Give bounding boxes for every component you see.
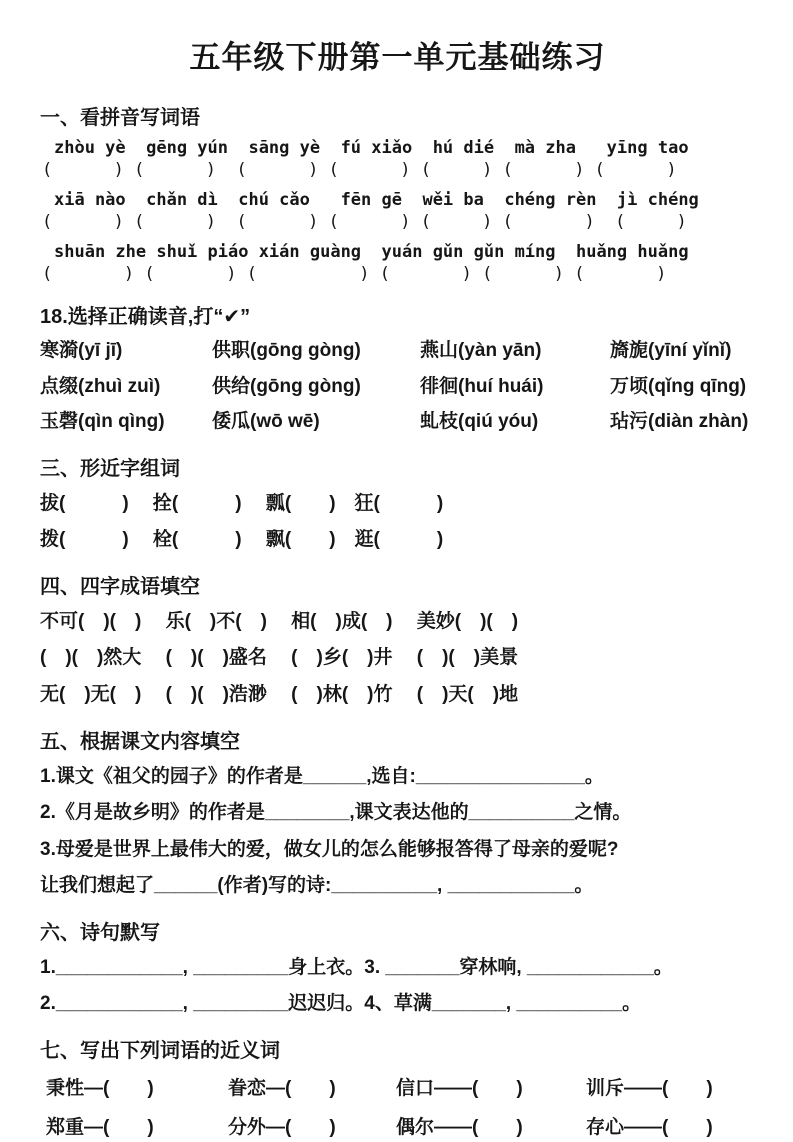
word-pronunciation: 燕山(yàn yān) xyxy=(420,340,542,361)
pronunciation-row xyxy=(40,374,755,401)
answer-blanks-row-1: ( ) ( ) ( ) ( ) ( ) ( ) ( ) xyxy=(42,160,677,180)
synonym-pair: 信口——( ) xyxy=(396,1077,523,1099)
synonym-row xyxy=(40,1115,755,1142)
word-pronunciation: 供给(gōng gòng) xyxy=(212,375,361,397)
idiom-row-1: 不可( )( ) 乐( )不( ) 相( )成( ) 美妙( )( ) xyxy=(40,610,519,632)
section-2-heading: 18.选择正确读音,打“✔” xyxy=(40,306,251,328)
pronunciation-row xyxy=(40,338,755,365)
section-7-heading: 七、写出下列词语的近义词 xyxy=(40,1039,280,1062)
section-synonyms xyxy=(40,1034,755,1142)
word-pronunciation: 旖旎(yīní yǐnǐ) xyxy=(610,340,732,361)
answer-blanks-row-3: ( ) ( ) ( ) ( ) ( ) ( ) xyxy=(42,264,667,284)
pinyin-row-1: zhòu yè gēng yún sāng yè fú xiǎo hú dié mà zha yīng tao xyxy=(54,138,689,158)
poem-line-2: 2.____________, _________迟迟归。4、草满_______, __________。 xyxy=(40,993,642,1015)
synonym-pair: 郑重—( ) xyxy=(46,1117,154,1139)
section-choose-pronunciation xyxy=(40,300,755,436)
answer-blanks-row-2: ( ) ( ) ( ) ( ) ( ) ( ) ( ) xyxy=(42,212,687,232)
word-pronunciation: 虬枝(qiú yóu) xyxy=(420,411,539,433)
idiom-row-2: ( )( )然大 ( )( )盛名 ( )乡( )井 ( )( )美景 xyxy=(40,647,519,669)
pinyin-row-3: shuān zhe shuǐ piáo xián guàng yuán gǔn gǔn míng huǎng huǎng xyxy=(54,242,689,262)
content-fill-line-4: 让我们想起了______(作者)写的诗:__________, ____________。 xyxy=(40,875,594,897)
section-1-heading: 一、看拼音写词语 xyxy=(40,107,200,129)
synonym-pair: 秉性—( ) xyxy=(46,1077,154,1099)
word-pronunciation: 玉磬(qìn qìng) xyxy=(40,411,165,433)
section-poem-recitation xyxy=(40,916,755,1018)
synonym-pair: 偶尔——( ) xyxy=(396,1117,523,1139)
synonym-pair: 训斥——( ) xyxy=(586,1077,713,1099)
similar-char-row-2: 拨( ) 栓( ) 飘( ) 逛( ) xyxy=(40,529,444,551)
section-6-heading: 六、诗句默写 xyxy=(40,921,160,944)
poem-line-1: 1.____________, _________身上衣。3. _______穿林响, ____________。 xyxy=(40,956,673,978)
synonym-row xyxy=(40,1076,755,1103)
word-pronunciation: 寒漪(yī jī) xyxy=(40,340,123,361)
content-fill-line-1: 1.课文《祖父的园子》的作者是______,选自:________________。 xyxy=(40,765,604,787)
section-4-heading: 四、四字成语填空 xyxy=(40,575,200,598)
page-title: 五年级下册第一单元基础练习 xyxy=(189,40,606,75)
word-pronunciation: 供职(gōng gòng) xyxy=(212,340,361,361)
word-pronunciation: 点缀(zhuì zuì) xyxy=(40,375,161,397)
section-idiom-fill xyxy=(40,570,755,709)
content-fill-line-3: 3.母爱是世界上最伟大的爱，做女儿的怎么能够报答得了母亲的爱呢? xyxy=(40,838,619,860)
word-pronunciation: 万顷(qǐng qīng) xyxy=(610,375,747,397)
section-similar-characters xyxy=(40,452,755,554)
section-3-heading: 三、形近字组词 xyxy=(40,457,180,480)
similar-char-row-1: 拔( ) 拴( ) 瓢( ) 狂( ) xyxy=(40,492,444,514)
content-fill-line-2: 2.《月是故乡明》的作者是________,课文表达他的__________之情。 xyxy=(40,802,632,824)
synonym-pair: 存心——( ) xyxy=(586,1117,713,1139)
idiom-row-3: 无( )无( ) ( )( )浩渺 ( )林( )竹 ( )天( )地 xyxy=(40,683,519,705)
pronunciation-row xyxy=(40,409,755,436)
word-pronunciation: 玷污(diàn zhàn) xyxy=(610,411,749,433)
synonym-pair: 眷恋—( ) xyxy=(228,1077,336,1099)
pinyin-row-2: xiā nào chǎn dì chú cǎo fēn gē wěi ba chéng rèn jì chéng xyxy=(54,190,699,210)
section-text-content-fill xyxy=(40,725,755,900)
word-pronunciation: 倭瓜(wō wē) xyxy=(212,411,320,433)
section-5-heading: 五、根据课文内容填空 xyxy=(40,730,240,753)
synonym-pair: 分外—( ) xyxy=(228,1117,336,1139)
word-pronunciation: 徘徊(huí huái) xyxy=(420,375,544,397)
section-pinyin-words xyxy=(40,101,755,284)
